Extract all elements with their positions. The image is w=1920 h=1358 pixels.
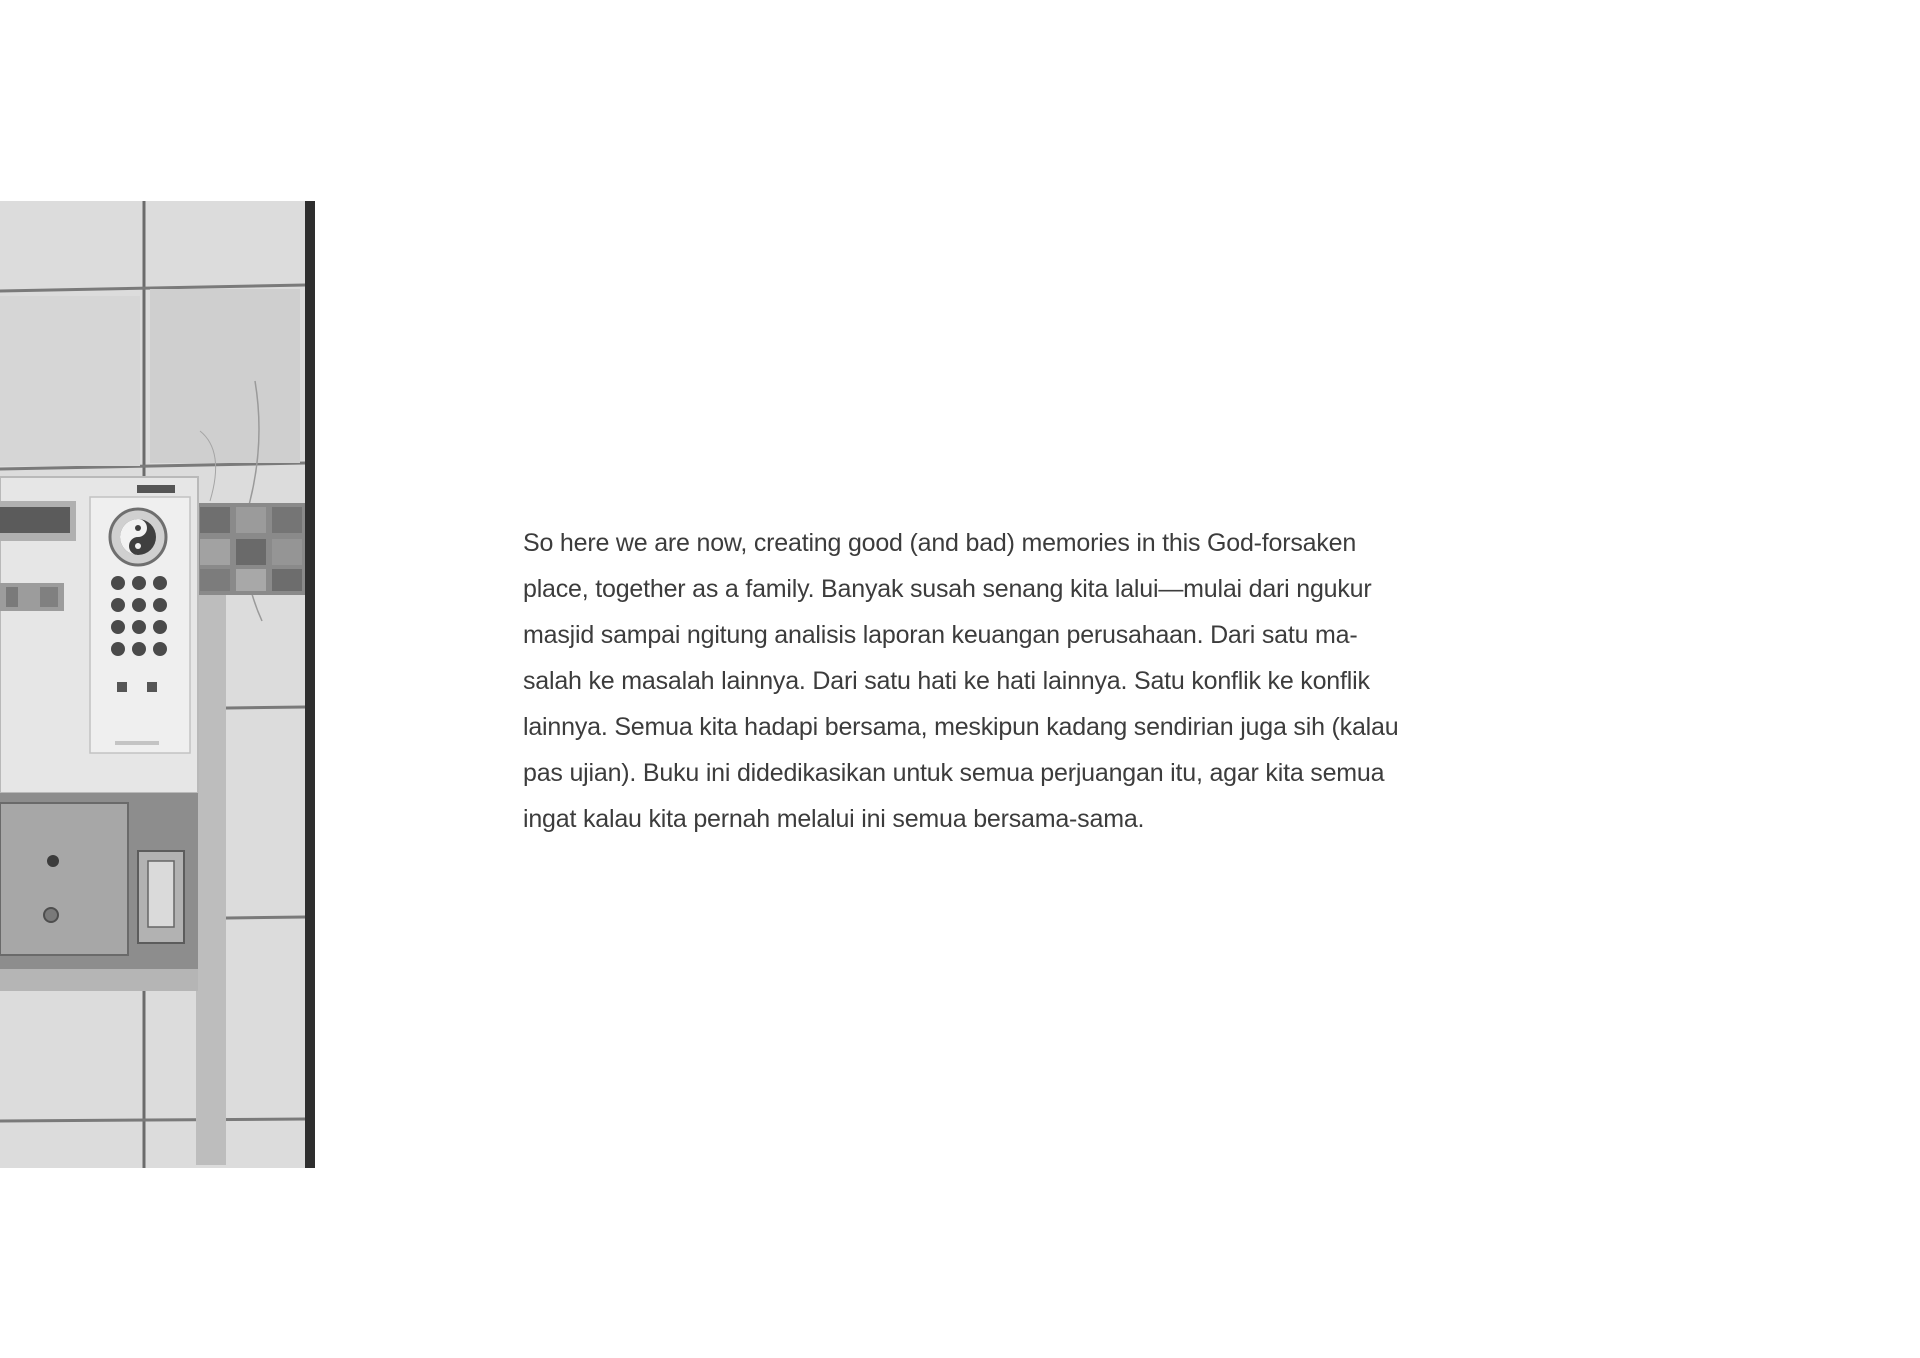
paragraph-line: salah ke masalah lainnya. Dari satu hati ke hati lainnya. Satu konflik ke konflik bbox=[523, 667, 1370, 695]
paragraph-line: masjid sampai ngitung analisis laporan keuangan perusahaan. Dari satu ma- bbox=[523, 621, 1358, 649]
paragraph-line: place, together as a family. Banyak susah senang kita lalui—mulai dari ngukur bbox=[523, 575, 1372, 603]
paragraph-line: ingat kalau kita pernah melalui ini semua bersama-sama. bbox=[523, 805, 1145, 833]
paragraph-line: pas ujian). Buku ini didedikasikan untuk semua perjuangan itu, agar kita semua bbox=[523, 759, 1385, 787]
payphone-photo-drawing bbox=[0, 201, 315, 1168]
payphone-photo bbox=[0, 201, 315, 1168]
paragraph-line: lainnya. Semua kita hadapi bersama, meskipun kadang sendirian juga sih (kalau bbox=[523, 713, 1399, 741]
paragraph-line: So here we are now, creating good (and bad) memories in this God-forsaken bbox=[523, 529, 1357, 557]
dedication-paragraph bbox=[523, 520, 1423, 842]
